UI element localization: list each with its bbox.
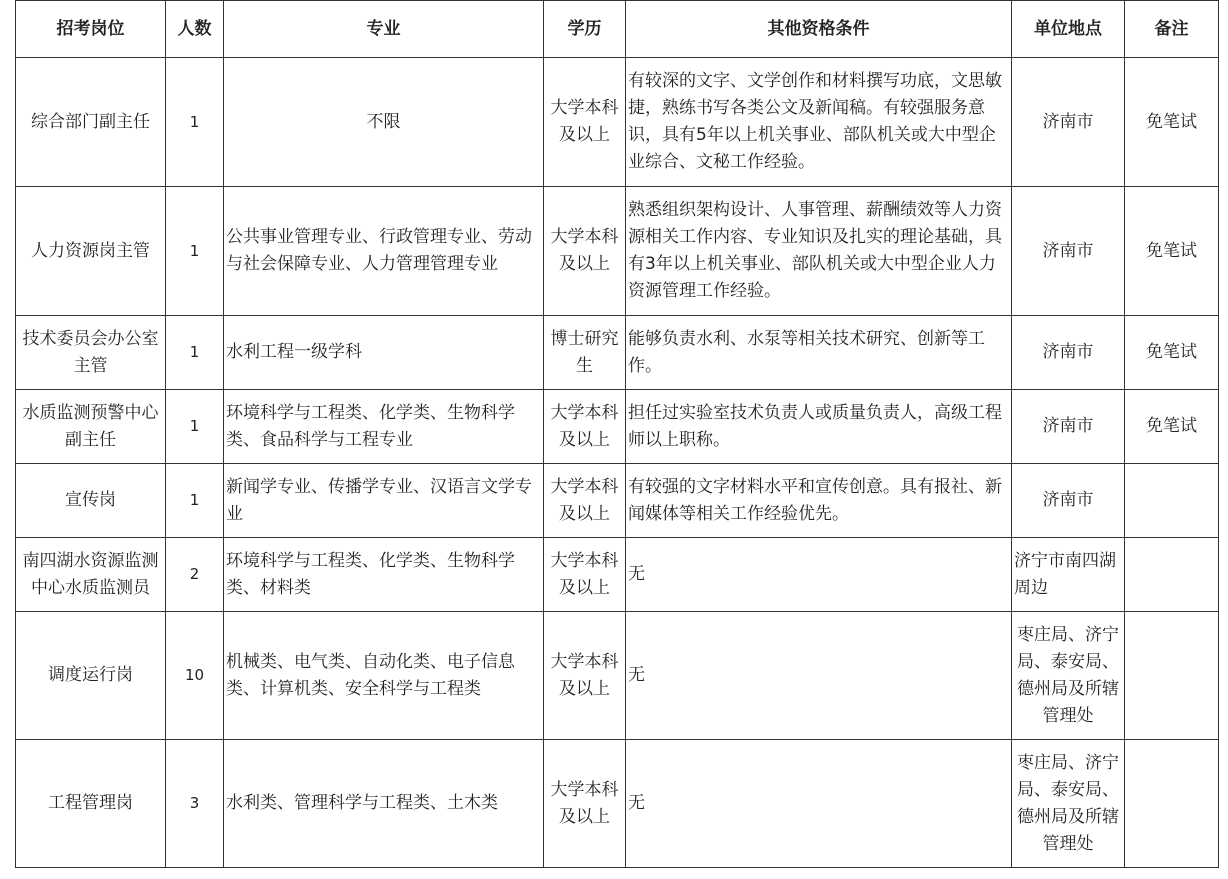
cell-note: 免笔试 <box>1125 316 1219 390</box>
header-major: 专业 <box>224 1 544 58</box>
cell-education: 博士研究生 <box>544 316 626 390</box>
cell-note <box>1125 612 1219 740</box>
cell-count: 1 <box>166 58 224 187</box>
cell-major: 水利工程一级学科 <box>224 316 544 390</box>
cell-count: 1 <box>166 464 224 538</box>
cell-requirements: 有较深的文字、文学创作和材料撰写功底，文思敏捷，熟练书写各类公文及新闻稿。有较强服务意识，具有5年以上机关事业、部队机关或大中型企业综合、文秘工作经验。 <box>626 58 1012 187</box>
cell-requirements: 无 <box>626 612 1012 740</box>
table-row <box>16 58 1219 187</box>
cell-count: 1 <box>166 316 224 390</box>
cell-note: 免笔试 <box>1125 187 1219 316</box>
cell-position: 调度运行岗 <box>16 612 166 740</box>
cell-requirements: 无 <box>626 740 1012 868</box>
cell-major: 公共事业管理专业、行政管理专业、劳动与社会保障专业、人力管理管理专业 <box>224 187 544 316</box>
cell-requirements: 能够负责水利、水泵等相关技术研究、创新等工作。 <box>626 316 1012 390</box>
table-row <box>16 390 1219 464</box>
header-education: 学历 <box>544 1 626 58</box>
cell-count: 10 <box>166 612 224 740</box>
header-requirements: 其他资格条件 <box>626 1 1012 58</box>
cell-major: 环境科学与工程类、化学类、生物科学类、食品科学与工程专业 <box>224 390 544 464</box>
cell-location: 济南市 <box>1012 390 1125 464</box>
cell-requirements: 担任过实验室技术负责人或质量负责人，高级工程师以上职称。 <box>626 390 1012 464</box>
cell-position: 技术委员会办公室主管 <box>16 316 166 390</box>
header-count: 人数 <box>166 1 224 58</box>
cell-location: 济南市 <box>1012 187 1125 316</box>
cell-major: 水利类、管理科学与工程类、土木类 <box>224 740 544 868</box>
header-position: 招考岗位 <box>16 1 166 58</box>
cell-count: 3 <box>166 740 224 868</box>
cell-education: 大学本科及以上 <box>544 390 626 464</box>
cell-major: 新闻学专业、传播学专业、汉语言文学专业 <box>224 464 544 538</box>
cell-note <box>1125 740 1219 868</box>
cell-count: 2 <box>166 538 224 612</box>
cell-education: 大学本科及以上 <box>544 538 626 612</box>
cell-education: 大学本科及以上 <box>544 740 626 868</box>
table-row <box>16 612 1219 740</box>
cell-education: 大学本科及以上 <box>544 58 626 187</box>
cell-requirements: 熟悉组织架构设计、人事管理、薪酬绩效等人力资源相关工作内容、专业知识及扎实的理论基础，具有3年以上机关事业、部队机关或大中型企业人力资源管理工作经验。 <box>626 187 1012 316</box>
cell-location: 济南市 <box>1012 316 1125 390</box>
cell-requirements: 无 <box>626 538 1012 612</box>
table-row <box>16 316 1219 390</box>
cell-note <box>1125 538 1219 612</box>
cell-position: 工程管理岗 <box>16 740 166 868</box>
table-row <box>16 538 1219 612</box>
cell-position: 宣传岗 <box>16 464 166 538</box>
cell-education: 大学本科及以上 <box>544 187 626 316</box>
header-location: 单位地点 <box>1012 1 1125 58</box>
table-header-row <box>16 1 1219 58</box>
table-row <box>16 464 1219 538</box>
cell-location: 济南市 <box>1012 58 1125 187</box>
cell-location: 枣庄局、济宁局、泰安局、德州局及所辖管理处 <box>1012 612 1125 740</box>
table-row <box>16 740 1219 868</box>
cell-position: 综合部门副主任 <box>16 58 166 187</box>
recruitment-table <box>15 0 1219 868</box>
header-note: 备注 <box>1125 1 1219 58</box>
cell-count: 1 <box>166 187 224 316</box>
cell-position: 南四湖水资源监测中心水质监测员 <box>16 538 166 612</box>
cell-major: 机械类、电气类、自动化类、电子信息类、计算机类、安全科学与工程类 <box>224 612 544 740</box>
table-row <box>16 187 1219 316</box>
cell-note <box>1125 464 1219 538</box>
cell-location: 济南市 <box>1012 464 1125 538</box>
cell-count: 1 <box>166 390 224 464</box>
cell-major: 环境科学与工程类、化学类、生物科学类、材料类 <box>224 538 544 612</box>
cell-position: 人力资源岗主管 <box>16 187 166 316</box>
cell-note: 免笔试 <box>1125 390 1219 464</box>
cell-education: 大学本科及以上 <box>544 464 626 538</box>
cell-requirements: 有较强的文字材料水平和宣传创意。具有报社、新闻媒体等相关工作经验优先。 <box>626 464 1012 538</box>
cell-location: 枣庄局、济宁局、泰安局、德州局及所辖管理处 <box>1012 740 1125 868</box>
cell-major: 不限 <box>224 58 544 187</box>
cell-position: 水质监测预警中心副主任 <box>16 390 166 464</box>
cell-education: 大学本科及以上 <box>544 612 626 740</box>
cell-location: 济宁市南四湖周边 <box>1012 538 1125 612</box>
cell-note: 免笔试 <box>1125 58 1219 187</box>
